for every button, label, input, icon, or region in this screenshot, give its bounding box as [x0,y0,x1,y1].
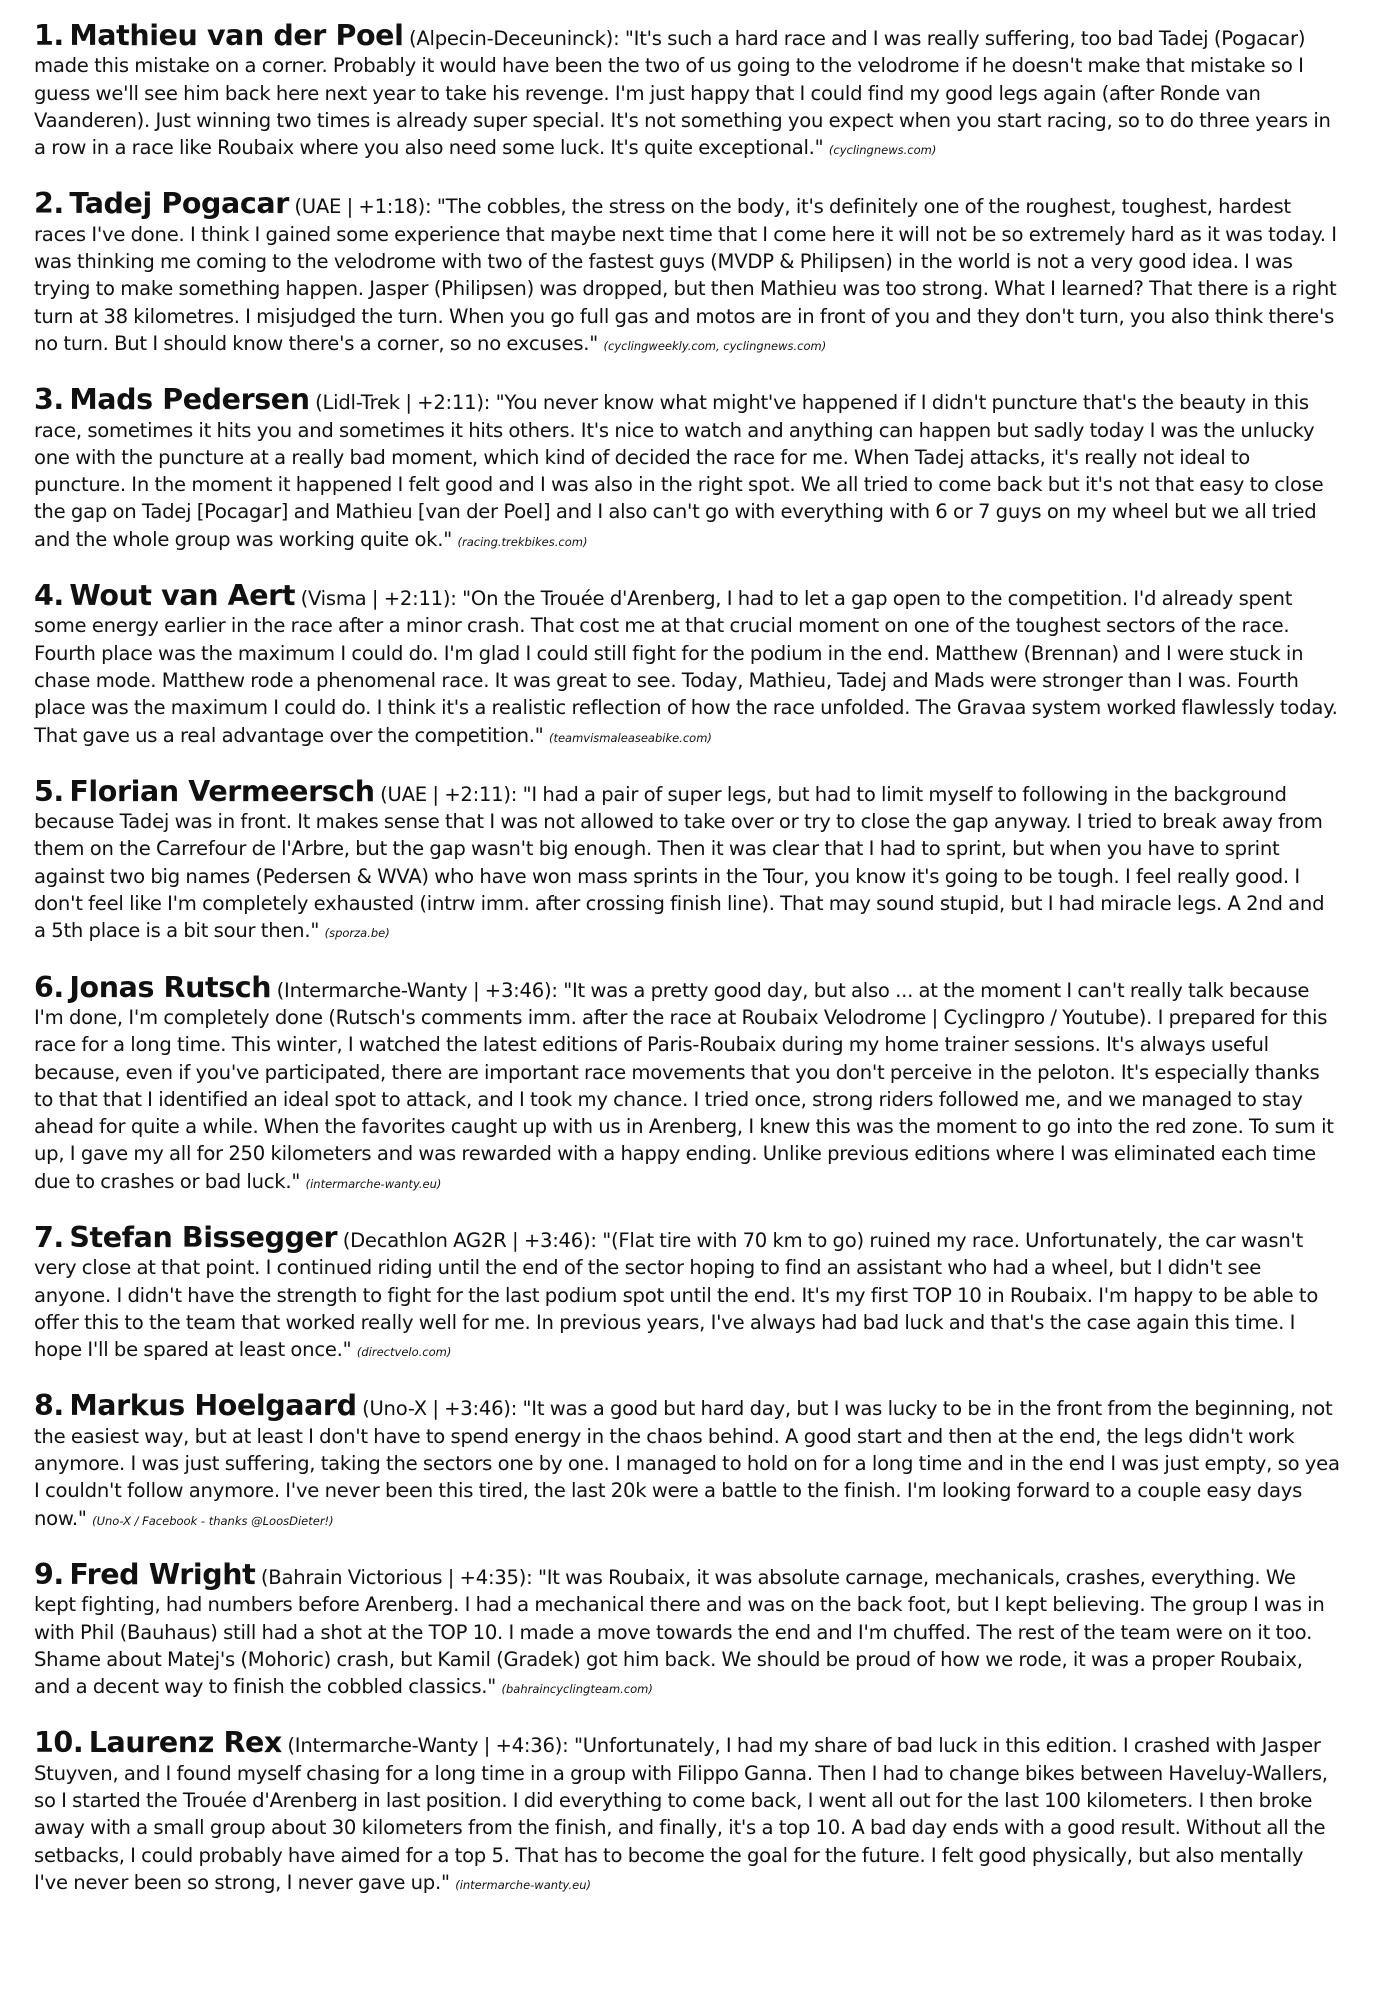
rider-quote-entry [34,1389,1341,1534]
rider-quote-entry [34,579,1341,752]
rider-rank: 10. [34,1726,84,1760]
rider-name: Jonas Rutsch [69,970,272,1004]
rider-team-gap: (Lidl-Trek | +2:11): [315,391,491,415]
rider-quote-text: "The cobbles, the stress on the body, it's definitely one of the roughest, toughest, hardest races I've done. I think I gained some experience that maybe next time that I come here it will not be so extremely hard as it was today. I was thinking me coming to the velodrome with two of the fastest guys (MVDP & Philipsen) in the world is not a very good idea. I was trying to make something happen. Jasper (Philipsen) was dropped, but then Mathieu was too strong. What I learned? That there is a right turn at 38 kilometres. I misjudged the turn. When you go full gas and motos are in front of you and they don't turn, you also think there's no turn. But I should know there's a corner, so no excuses." [34,195,1337,355]
rider-quote-entry [34,19,1341,164]
rider-rank: 7. [34,1220,64,1254]
quote-source: (racing.trekbikes.com) [457,534,588,549]
rider-rank: 5. [34,774,64,808]
rider-quote-text: "It was a good but hard day, but I was lucky to be in the front from the beginning, not the easiest way, but at least I don't have to spend energy in the chaos behind. A good start and then at the end, the legs didn't work anymore. I was just suffering, taking the sectors one by one. I managed to hold on for a long time and in the end I was just empty, so yea I couldn't follow anymore. I've never been this tired, the last 20k were a battle to the finish. I'm looking forward to a couple easy days now." [34,1397,1340,1530]
rider-rank: 2. [34,187,64,221]
rider-name: Wout van Aert [69,579,296,613]
rider-rank: 8. [34,1389,64,1423]
rider-quote-text: "You never know what might've happened if I didn't puncture that's the beauty in this race, sometimes it hits you and sometimes it hits others. It's nice to watch and anything can happen but sadly today I was the unlucky one with the puncture at a really bad moment, which kind of decided the race for me. When Tadej attacks, it's really not ideal to puncture. In the moment it happened I felt good and I was also in the right spot. We all tried to come back but it's not that easy to close the gap on Tadej [Pocagar] and Mathieu [van der Poel] and I also can't go with everything with 6 or 7 guys on my wheel but we all tried and the whole group was working quite ok." [34,391,1324,551]
rider-team-gap: (Bahrain Victorious | +4:35): [260,1565,533,1589]
rider-quote-text: "I had a pair of super legs, but had to limit myself to following in the background because Tadej was in front. It makes sense that I was not allowed to take over or try to close the gap anyway. I tried to break away from them on the Carrefour de l'Arbre, but the gap wasn't big enough. Then it was clear that I had to sprint, but when you have to sprint against two big names (Pedersen & WVA) who have won mass sprints in the Tour, you know it's going to be tough. I feel really good. I don't feel like I'm completely exhausted (intrw imm. after crossing finish line). That may sound stupid, but I had miracle legs. A 2nd and a 5th place is a bit sour then." [34,782,1325,943]
rider-quote-entry [34,774,1341,948]
rider-quote-text: "(Flat tire with 70 km to go) ruined my race. Unfortunately, the car wasn't very close at that point. I continued riding until the end of the sector hoping to find an assistant who had a wheel, but I didn't see anyone. I didn't have the strength to fight for the last podium spot until the end. It's my first TOP 10 in Roubaix. I'm happy to be able to offer this to the team that worked really well for me. In previous years, I've always had bad luck and that's the case again this time. I hope I'll be spared at least once." [34,1228,1319,1362]
quote-source: (directvelo.com) [356,1345,452,1360]
rider-name: Tadej Pogacar [69,187,289,221]
quote-source: (cyclingweekly.com, cyclingnews.com) [603,338,827,353]
rider-rank: 3. [34,383,64,417]
rider-rank: 1. [34,19,64,52]
quote-source: (cyclingnews.com) [828,143,937,158]
quote-source: (intermarche-wanty.eu) [455,1877,591,1892]
rider-quote-text: "On the Trouée d'Arenberg, I had to let a gap open to the competition. I'd already spent some energy earlier in the race after a minor crash. That cost me at that crucial moment on one of the toughest sectors of the race. Fourth place was the maximum I could do. I'm glad I could still fight for the podium in the end. Matthew (Brennan) and I were stuck in chase mode. Matthew rode a phenomenal race. It was great to see. Today, Mathieu, Tadej and Mads were stronger than I was. Fourth place was the maximum I could do. I think it's a realistic reflection of how the race unfolded. The Gravaa system worked flawlessly today. That gave us a real advantage over the competition." [34,587,1338,747]
rider-quote-entry [34,1557,1341,1703]
quote-source: (bahraincyclingteam.com) [501,1682,653,1697]
rider-team-gap: (Uno-X | +3:46): [362,1397,518,1421]
rider-name: Mathieu van der Poel [69,19,404,52]
rider-rank: 4. [34,579,64,613]
rider-quote-entry [34,187,1341,360]
quote-source: (teamvismaleaseabike.com) [548,730,712,745]
rider-team-gap: (UAE | +2:11): [380,782,518,806]
rider-name: Mads Pedersen [69,383,310,417]
rider-quote-entry [34,1726,1341,1899]
rider-quote-text: "It was a pretty good day, but also ... at the moment I can't really talk because I'm done, I'm completely done (Rutsch's comments imm. after the race at Roubaix Velodrome | Cyclingpro / Youtube). I prepared for this race for a long time. This winter, I watched the latest editions of Paris-Roubaix during my home trainer sessions. It's always useful because, even if you've participated, there are important race movements that you don't perceive in the peloton. It's especially thanks to that that I identified an ideal spot to attack, and I took my chance. I tried once, strong riders followed me, and we managed to stay ahead for quite a while. When the favorites caught up with us in Arenberg, I knew this was the moment to go into the red zone. To sum it up, I gave my all for 250 kilometers and was rewarded with a happy ending. Unlike previous editions where I was eliminated each time due to crashes or bad luck." [34,978,1334,1193]
quote-source: (intermarche-wanty.eu) [305,1176,442,1191]
rider-quote-text: "It's such a hard race and I was really suffering, too bad Tadej (Pogacar) made this mistake on a corner. Probably it would have been the two of us going to the velodrome if he doesn't make that mistake so I guess we'll see him back here next year to take his revenge. I'm just happy that I could find my good legs again (after Ronde van Vaanderen). Just winning two times is already super special. It's not something you expect when you start racing, so to do three years in a row in a race like Roubaix where you also need some luck. It's quite exceptional." [34,27,1331,160]
rider-team-gap: (Decathlon AG2R | +3:46): [342,1228,597,1252]
rider-rank: 9. [34,1557,64,1591]
rider-quote-text: "Unfortunately, I had my share of bad luck in this edition. I crashed with Jasper Stuyven, and I found myself chasing for a long time in a group with Filippo Ganna. Then I had to change bikes between Haveluy-Wallers, so I started the Trouée d'Arenberg in last position. I did everything to come back, I went all out for the last 100 kilometers. I then broke away with a small group about 30 kilometers from the finish, and finally, it's a top 10. A bad day ends with a good result. Without all the setbacks, I could probably have aimed for a top 5. That has to become the goal for the future. I felt good physically, but also mentally I've never been so strong, I never gave up." [34,1734,1328,1894]
rider-team-gap: (Intermarche-Wanty | +4:36): [287,1734,569,1758]
rider-team-gap: (Alpecin-Deceuninck): [408,27,620,50]
rider-name: Florian Vermeersch [69,774,375,808]
rider-team-gap: (Visma | +2:11): [300,587,457,611]
rider-team-gap: (UAE | +1:18): [294,195,432,219]
rider-name: Stefan Bissegger [69,1220,338,1254]
rider-quote-text: "It was Roubaix, it was absolute carnage, mechanicals, crashes, everything. We kept fighting, had numbers before Arenberg. I had a mechanical there and was on the back foot, but I kept believing. The group I was in with Phil (Bauhaus) still had a shot at the TOP 10. I made a move towards the end and I'm chuffed. The rest of the team were on it too. Shame about Matej's (Mohoric) crash, but Kamil (Gradek) got him back. We should be proud of how we rode, it was a proper Roubaix, and a decent way to finish the cobbled classics." [34,1565,1325,1699]
rider-quote-entry [34,1220,1341,1366]
rider-quote-entry [34,970,1341,1198]
rider-name: Laurenz Rex [88,1726,282,1760]
rider-name: Markus Hoelgaard [69,1389,357,1423]
rider-name: Fred Wright [69,1557,256,1591]
rider-team-gap: (Intermarche-Wanty | +3:46): [276,978,558,1002]
rider-rank: 6. [34,970,64,1004]
rider-quote-entry [34,383,1341,556]
quote-source: (Uno-X / Facebook - thanks @LoosDieter!) [92,1513,334,1528]
quote-source: (sporza.be) [324,926,390,941]
